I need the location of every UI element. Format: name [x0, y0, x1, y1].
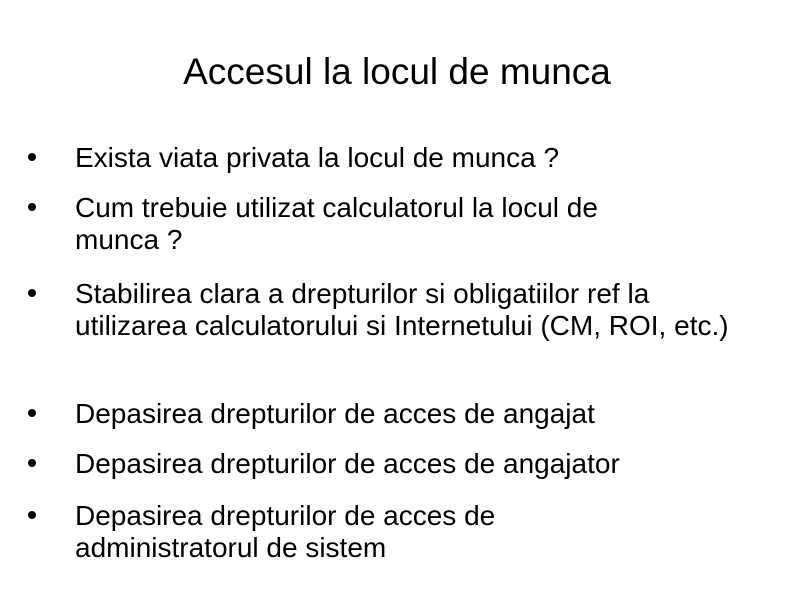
- bullet-dot-icon: [28, 153, 36, 161]
- bullet-dot-icon: [28, 459, 36, 467]
- bullet-dot-icon: [28, 289, 36, 297]
- bullet-dot-icon: [28, 203, 36, 211]
- bullet-text: Cum trebuie utilizat calculatorul la locul de munca ?: [75, 192, 598, 255]
- bullet-dot-icon: [28, 511, 36, 519]
- bullet-text: Depasirea drepturilor de acces de angajat: [75, 398, 595, 429]
- slide-title: Accesul la locul de munca: [183, 51, 611, 92]
- bullet-text: Stabilirea clara a drepturilor si obligatiilor ref la utilizarea calculatorului si Internetului (CM, ROI, etc.): [75, 278, 729, 341]
- bullet-dot-icon: [28, 409, 36, 417]
- bullet-text: Depasirea drepturilor de acces de angajator: [75, 448, 620, 479]
- bullet-text: Depasirea drepturilor de acces de administratorul de sistem: [75, 500, 496, 563]
- bullet-text: Exista viata privata la locul de munca ?: [75, 142, 560, 173]
